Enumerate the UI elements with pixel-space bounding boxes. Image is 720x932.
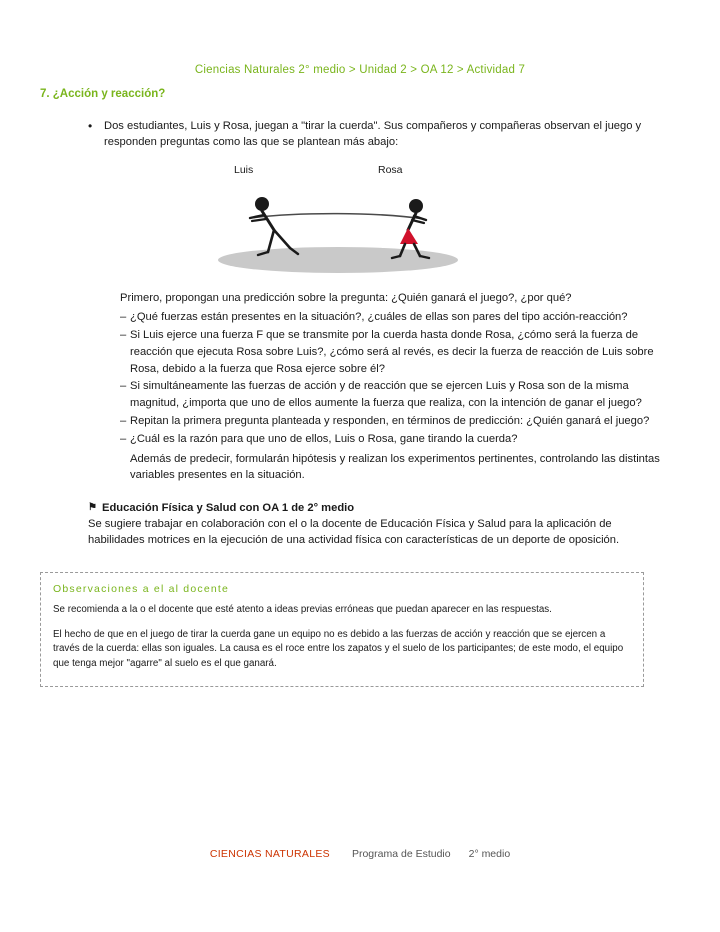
intro-bullet-item <box>88 118 668 150</box>
question-text: ¿Qué fuerzas están presentes en la situación?, ¿cuáles de ellas son pares del tipo acción-reacción? <box>130 311 628 324</box>
questions-closing: Además de predecir, formularán hipótesis y realizan los experimentos pertinentes, controlando las distintas variables presentes en la situación. <box>130 452 660 482</box>
footer-level: 2° medio <box>468 848 511 860</box>
bullet-icon: • <box>88 119 93 133</box>
question-dash: – <box>120 311 127 324</box>
teacher-notes-paragraph: El hecho de que en el juego de tirar la cuerda gane un equipo no es debido a las fuerzas de acción y reacción que se ejercen a través de la cuerda: ellas son iguales. La causa es el roce entre los zapatos y el suelo de los participantes; de este modo, el equipo que tenga mejor "agarre" al suelo es el que ganará. <box>53 628 624 670</box>
question-item <box>120 309 668 326</box>
intro-text: Dos estudiantes, Luis y Rosa, juegan a "tirar la cuerda". Sus compañeros y compañeras observan el juego y responden preguntas como las que se plantean más abajo: <box>104 120 642 149</box>
breadcrumb: Ciencias Naturales 2° medio > Unidad 2 > OA 12 > Actividad 7 <box>194 64 526 76</box>
question-dash: – <box>120 432 127 445</box>
teacher-notes-title: Observaciones a el al docente <box>53 583 230 595</box>
figure <box>188 164 488 274</box>
questions-list <box>120 290 668 484</box>
question-text: ¿Cuál es la razón para que uno de ellos, Luis o Rosa, gane tirando la cuerda? <box>130 432 518 445</box>
footer-brand: CIENCIAS NATURALES <box>209 848 330 860</box>
question-dash: – <box>120 329 127 342</box>
question-text: Repitan la primera pregunta planteada y responden, en términos de predicción: ¿Quién ganará el juego? <box>130 415 650 428</box>
figure-label-left: Luis <box>234 164 254 177</box>
document-content <box>88 118 668 549</box>
question-first: Primero, propongan una predicción sobre la pregunta: ¿Quién ganará el juego?, ¿por qué? <box>120 292 572 305</box>
figure-label-right: Rosa <box>378 164 403 177</box>
figure-labels <box>188 164 488 180</box>
page-footer <box>0 848 720 860</box>
question-item <box>120 413 668 430</box>
figure-image <box>188 182 488 274</box>
question-item <box>120 431 668 448</box>
related-subject-body: Se sugiere trabajar en colaboración con el o la docente de Educación Física y Salud para la aplicación de habilidades motrices en la ejecución de una actividad física con características de un deporte de oposición. <box>88 518 620 547</box>
question-item <box>120 378 668 412</box>
question-text: Si Luis ejerce una fuerza F que se transmite por la cuerda hasta donde Rosa, ¿cómo será la fuerza de reacción que ejecuta Rosa sobre Luis?, ¿cómo será al revés, es decir la fuerza de reacción de Luis sobre Rosa, debido a la fuerza que Rosa ejerce sobre él? <box>130 329 654 375</box>
related-subject-heading <box>88 502 668 514</box>
tug-of-war-illustration <box>188 182 488 274</box>
page-title: 7. ¿Acción y reacción? <box>40 88 166 100</box>
question-dash: – <box>120 415 127 428</box>
teacher-notes-paragraph: Se recomienda a la o el docente que esté atento a ideas previas erróneas que puedan aparecer en las respuestas. <box>53 604 552 615</box>
footer-program: Programa de Estudio <box>351 848 451 860</box>
teacher-notes-box <box>40 572 644 687</box>
related-subject-title: Educación Física y Salud con OA 1 de 2° medio <box>102 502 355 515</box>
question-text: Si simultáneamente las fuerzas de acción y de reacción que se ejercen Luis y Rosa son de la misma magnitud, ¿importa que uno de ellos aumente la fuerza que realiza, con la intención de ganar el juego? <box>130 380 642 410</box>
flag-icon: ⚑ <box>88 502 97 514</box>
question-item <box>120 327 668 377</box>
question-dash: – <box>120 380 127 393</box>
